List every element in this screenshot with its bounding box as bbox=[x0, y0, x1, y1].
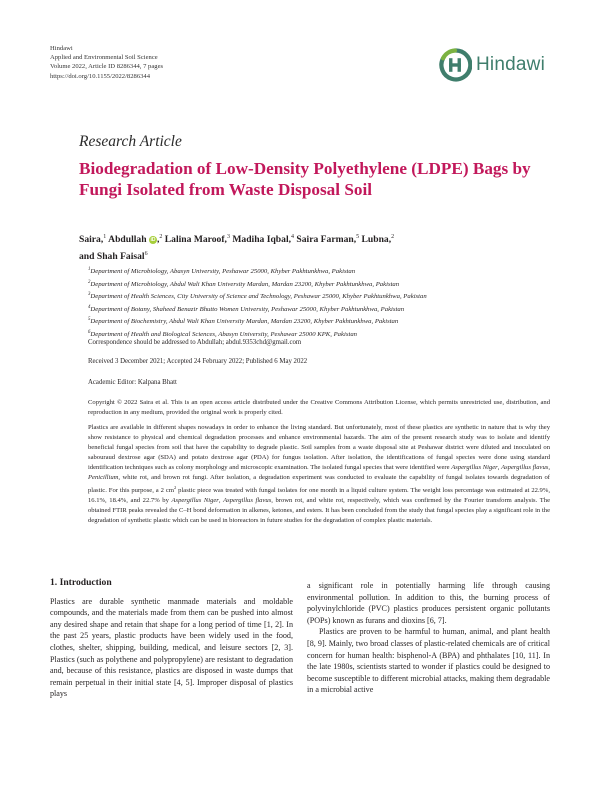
journal-doi[interactable]: https://doi.org/10.1155/2022/8286344 bbox=[50, 72, 151, 80]
affiliation: $^2$Department of Microbiology, Abdul Wali Khan University Mardan, Mardan 23200, Khyber Pakhtunkhwa, Pakistan bbox=[88, 279, 400, 288]
author-affil-ref: 2 bbox=[391, 234, 395, 240]
author-name[interactable]: Madiha Iqbal, bbox=[232, 234, 292, 246]
affiliation: $^1$Department of Microbiology, Abasyn University, Peshawar 25000, Khyber Pakhtunkhwa, Pakistan bbox=[88, 267, 356, 276]
article-title: Biodegradation of Low-Density Polyethylene (LDPE) Bags by Fungi Isolated from Waste Disposal Soil bbox=[79, 159, 531, 199]
author-affil-ref: 1 bbox=[103, 234, 107, 240]
article-type: Research Article bbox=[79, 133, 182, 150]
author-affil-ref: 5 bbox=[356, 234, 360, 240]
hindawi-logo-icon bbox=[438, 48, 472, 82]
author-list: Saira,$^1$ Abdullah iD ,$^2$ Lalina Maroof,$^3$ Madiha Iqbal,$^4$ Saira Farman,$^5$ Lubna,$^2$ and Shah Faisal$^6$ bbox=[79, 234, 395, 263]
author-affil-ref: 4 bbox=[291, 234, 295, 240]
copyright-notice: Copyright © 2022 Saira et al. This is an open access article distributed under the Creative Commons Attribution License, which permits unrestricted use, distribution, and reproduction in any medium, provided the original work is properly cited. bbox=[88, 399, 550, 416]
section-heading: 1. Introduction bbox=[50, 577, 112, 588]
author-affil-ref: 6 bbox=[144, 251, 148, 258]
author-name[interactable]: Lalina Maroof, bbox=[164, 234, 227, 246]
orcid-icon[interactable]: iD bbox=[150, 237, 156, 244]
affiliation: $^4$Department of Botany, Shaheed Benazir Bhutto Women University, Peshawar 25000, Khyber Pakhtunkhwa, Pakistan bbox=[88, 304, 405, 313]
journal-publisher-line: Hindawi bbox=[50, 45, 73, 52]
affiliation-list bbox=[88, 265, 558, 340]
author-name[interactable]: Saira, bbox=[79, 234, 104, 246]
affiliation: $^3$Department of Health Sciences, City University of Science and Technology, Peshawar 25000, Khyber Pakhtunkhwa, Pakistan bbox=[88, 292, 427, 301]
journal-volume: Volume 2022, Article ID 8286344, 7 pages bbox=[50, 63, 164, 71]
author-name[interactable]: Saira Farman, bbox=[296, 234, 357, 246]
correspondence: Correspondence should be addressed to Abdullah; abdul.9353chd@gmail.com bbox=[88, 339, 302, 346]
journal-name: Applied and Environmental Soil Science bbox=[50, 54, 158, 62]
journal-meta bbox=[50, 44, 163, 81]
abstract: Plastics are available in different shapes nowadays in order to enhance the living standard. But unfortunately, most of these plastics are synthetic in nature that is why they show resistance to physical and chemical degradation processes and enhance environmental hazards. The aim of the present research study was to isolate and identify beneficial fungal species from soil that have the capability to degrade plastic. Soil samples from a waste disposal site at Peshawar district were diluted and inoculated on sabouraud dextrose agar (SDA) and potato dextrose agar (PDA) for fungus isolation. After isolation, the identifications of fungal species were done using standard identification techniques such as colony morphology and microscopic examination. The isolated fungal species that were identified were Aspergillus Niger, Aspergillus flavus, Penicillium, white rot, and brown rot fungi. After isolation, a degradation experiment was conducted to evaluate the capability of fungal isolates towards degradation of plastic. For this purpose, a 2 $cm^2$ plastic piece was treated with fungal isolates for one month in a liquid culture system. The weight loss percentage was estimated at 22.9%, 16.1%, 18.4%, and 22.7% by Aspergillus Niger, Aspergillus flavus, brown rot, and white rot, respectively, which was confirmed by the Fourier transform analysis. The obtained FTIR peaks revealed the C–H bond deformation in alkenes, ketones, and esters. It has been concluded from the study that fungal species play a significant role in the degradation of synthetic plastic which can be used in bioreactors in future studies for the degradation of complex plastic materials. bbox=[88, 424, 550, 524]
publisher-logo[interactable] bbox=[438, 48, 545, 82]
author-name[interactable]: and Shah Faisal bbox=[79, 251, 145, 263]
introduction-right-column bbox=[307, 580, 550, 696]
paragraph: Plastics are proven to be harmful to human, animal, and plant health [8, 9]. Mainly, two broad classes of plastic-related chemicals are of critical concern for human health: bisphenol-A (BPA) and phthalates [10, 11]. In the late 1980s, scientists started to wonder if plastics could be designed to become susceptible to different microbial attacks, making them degradable in a microbial active bbox=[307, 627, 550, 695]
academic-editor: Academic Editor: Kalpana Bhatt bbox=[88, 379, 177, 386]
publisher-name: Hindawi bbox=[476, 54, 545, 75]
author-name[interactable]: Abdullah bbox=[108, 234, 147, 246]
affiliation: $^6$Department of Health and Biological Sciences, Abasyn University, Peshawar 25000 KPK, Pakistan bbox=[88, 329, 358, 338]
article-dates: Received 3 December 2021; Accepted 24 February 2022; Published 6 May 2022 bbox=[88, 358, 308, 365]
affiliation: $^5$Department of Biochemistry, Abdul Wali Khan University Mardan, Mardan 23200, Khyber Pakhtunkhwa, Pakistan bbox=[88, 317, 399, 326]
author-name[interactable]: Lubna, bbox=[361, 234, 392, 246]
paragraph: Plastics are durable synthetic manmade materials and moldable compounds, and the materials made from them can be pushed into almost any desired shape and retain that shape for a long period of time [1, 2]. In the past 25 years, plastic products have been widely used in the food, clothes, shelter, shipping, building, medical, and leisure sectors [2, 3]. Plastics (such as polythene and polypropylene) are resistant to degradation and, because of this resistance, plastics are disposed in waste dumps that remain perpetual in their initial state [4, 5]. Improper disposal of plastics plays bbox=[50, 596, 293, 699]
author-affil-ref: 2 bbox=[159, 234, 163, 240]
introduction-left-column bbox=[50, 577, 293, 700]
author-affil-ref: 3 bbox=[226, 234, 230, 240]
paragraph: a significant role in potentially harming life through causing environmental pollution. In addition to this, the burning process of polyvinylchloride (PVC) plastics produces persistent organic pollutants (POPs) known as furans and dioxins [6, 7]. bbox=[307, 581, 550, 625]
